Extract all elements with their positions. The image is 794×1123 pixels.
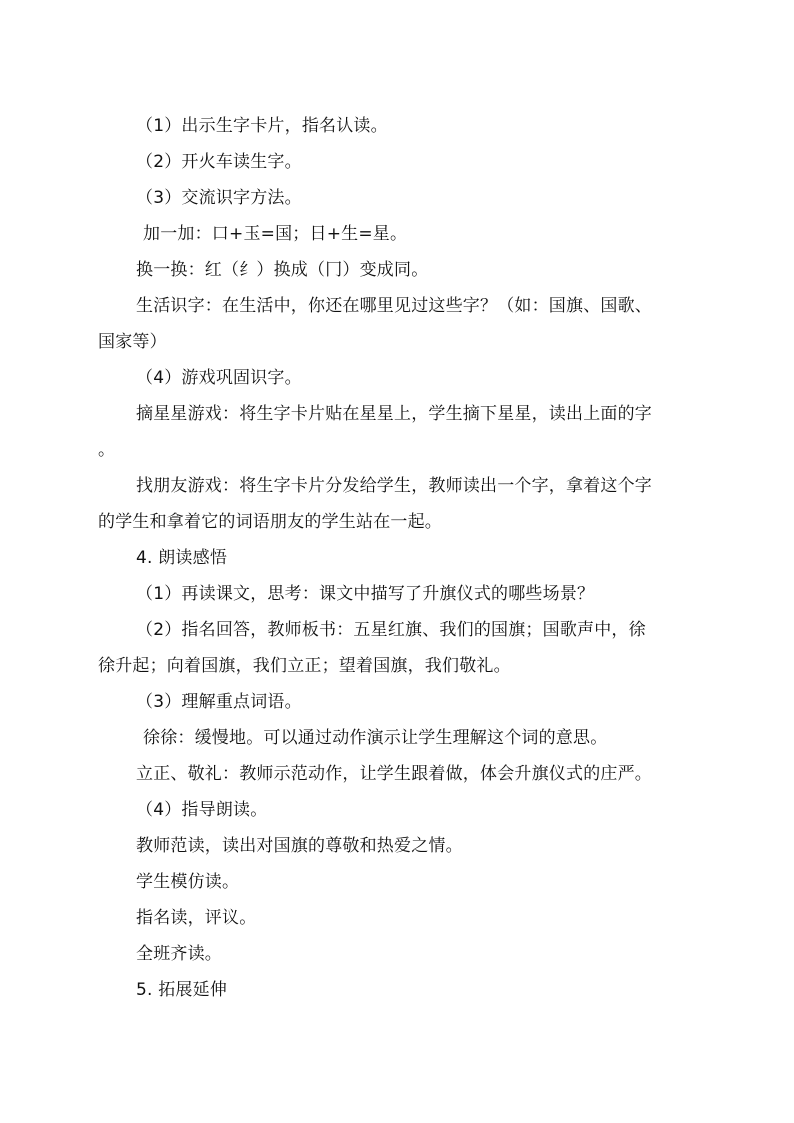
text-line-3: （3）交流识字方法。: [136, 188, 302, 208]
text-line-22: 学生模仿读。: [136, 872, 240, 892]
text-line-11: 找朋友游戏：将生字卡片分发给学生，教师读出一个字，拿着这个字: [136, 476, 652, 496]
text-line-1: （1）出示生字卡片，指名认读。: [136, 116, 388, 136]
text-line-24: 全班齐读。: [136, 944, 222, 964]
text-line-9: 摘星星游戏：将生字卡片贴在星星上，学生摘下星星，读出上面的字: [136, 404, 652, 424]
section-heading-5: 5. 拓展延伸: [136, 980, 228, 1000]
text-line-21: 教师范读，读出对国旗的尊敬和热爱之情。: [136, 836, 463, 856]
text-line-14: （1）再读课文，思考：课文中描写了升旗仪式的哪些场景？: [136, 584, 595, 604]
section-heading-4: 4. 朗读感悟: [136, 548, 228, 568]
text-line-16: 徐升起；向着国旗，我们立正；望着国旗，我们敬礼。: [98, 656, 511, 676]
text-line-6: 生活识字：在生活中，你还在哪里见过这些字？（如：国旗、国歌、: [136, 296, 652, 316]
text-line-2: （2）开火车读生字。: [136, 152, 302, 172]
text-line-4: 加一加：口+玉=国；日+生=星。: [143, 224, 408, 244]
text-line-12: 的学生和拿着它的词语朋友的学生站在一起。: [98, 512, 442, 532]
text-line-20: （4）指导朗读。: [136, 800, 268, 820]
text-line-17: （3）理解重点词语。: [136, 692, 302, 712]
text-line-8: （4）游戏巩固识字。: [136, 368, 302, 388]
text-line-18: 徐徐：缓慢地。可以通过动作演示让学生理解这个词的意思。: [143, 728, 608, 748]
text-line-10: 。: [98, 440, 116, 460]
text-line-23: 指名读，评议。: [136, 908, 257, 928]
text-line-7: 国家等）: [98, 332, 167, 352]
text-line-15: （2）指名回答，教师板书：五星红旗、我们的国旗；国歌声中，徐: [136, 620, 646, 640]
text-line-19: 立正、敬礼：教师示范动作，让学生跟着做，体会升旗仪式的庄严。: [136, 764, 652, 784]
text-line-5: 换一换：红（纟）换成（冂）变成同。: [136, 260, 429, 280]
